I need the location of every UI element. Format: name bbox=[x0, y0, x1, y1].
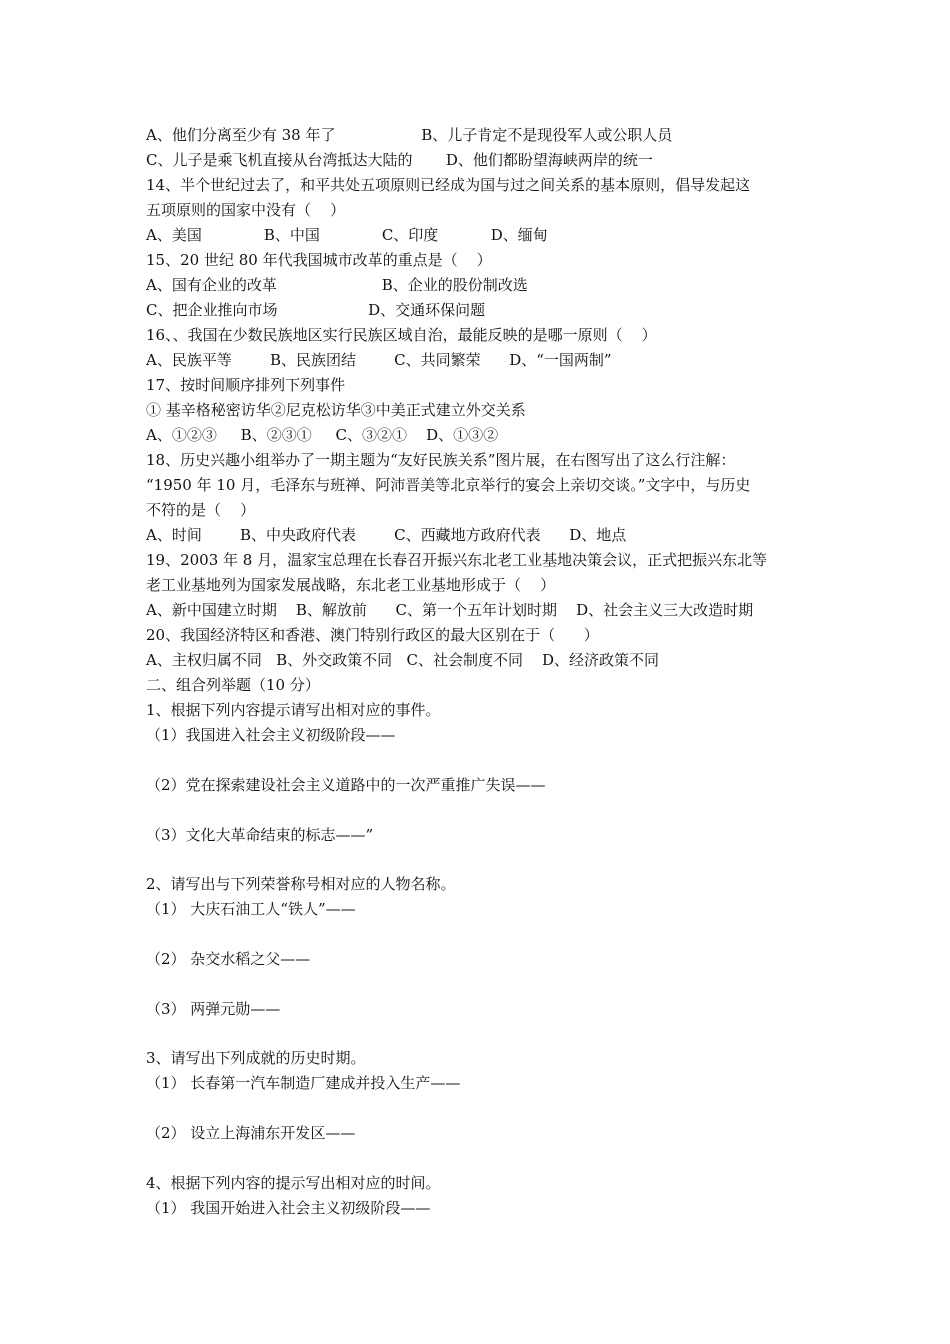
section-heading: 二、组合列举题（10 分） bbox=[146, 676, 320, 694]
group-question-4: 4、根据下列内容的提示写出相对应的时间。 bbox=[146, 1174, 441, 1192]
sub-item: （1） 我国开始进入社会主义初级阶段—— bbox=[146, 1199, 431, 1217]
sub-item: （2） 杂交水稻之父—— bbox=[146, 950, 311, 968]
answer-options-line: A、主权归属不同 B、外交政策不同 C、社会制度不同 D、经济政策不同 bbox=[146, 651, 660, 669]
answer-options-line: A、①②③ B、②③① C、③②① D、①③② bbox=[146, 426, 499, 444]
group-question-2: 2、请写出与下列荣誉称号相对应的人物名称。 bbox=[146, 875, 456, 893]
sub-item: （1） 长春第一汽车制造厂建成并投入生产—— bbox=[146, 1074, 461, 1092]
question-18: 18、历史兴趣小组举办了一期主题为“友好民族关系”图片展，在右图写出了这么行注解： bbox=[146, 451, 736, 469]
answer-options-line: A、美国 B、中国 C、印度 D、缅甸 bbox=[146, 226, 548, 244]
answer-options-line: A、国有企业的改革 B、企业的股份制改选 bbox=[146, 276, 528, 294]
sub-item: （1） 大庆石油工人“铁人”—— bbox=[146, 900, 356, 918]
answer-options-line: A、时间 B、中央政府代表 C、西藏地方政府代表 D、地点 bbox=[146, 526, 627, 544]
question-15: 15、20 世纪 80 年代我国城市改革的重点是（ ） bbox=[146, 251, 492, 269]
question-18-continued: 不符的是（ ） bbox=[146, 501, 256, 519]
question-19-continued: 老工业基地列为国家发展战略，东北老工业基地形成于（ ） bbox=[146, 576, 556, 594]
question-14-continued: 五项原则的国家中没有（ ） bbox=[146, 201, 346, 219]
question-16: 16、、我国在少数民族地区实行民族区域自治，最能反映的是哪一原则（ ） bbox=[146, 326, 657, 344]
question-20: 20、我国经济特区和香港、澳门特别行政区的最大区别在于（ ） bbox=[146, 626, 599, 644]
group-question-1: 1、根据下列内容提示请写出相对应的事件。 bbox=[146, 701, 441, 719]
answer-options-line: C、儿子是乘飞机直接从台湾抵达大陆的 D、他们都盼望海峡两岸的统一 bbox=[146, 151, 653, 169]
answer-options-line: A、他们分离至少有 38 年了 B、儿子肯定不是现役军人或公职人员 bbox=[146, 126, 673, 144]
sub-item: （3）文化大革命结束的标志——” bbox=[146, 826, 374, 844]
question-14: 14、半个世纪过去了，和平共处五项原则已经成为国与过之间关系的基本原则，倡导发起这 bbox=[146, 176, 751, 194]
question-17: 17、按时间顺序排列下列事件 bbox=[146, 376, 346, 394]
group-question-3: 3、请写出下列成就的历史时期。 bbox=[146, 1049, 366, 1067]
question-17-events: ① 基辛格秘密访华②尼克松访华③中美正式建立外交关系 bbox=[146, 401, 526, 419]
sub-item: （2） 设立上海浦东开发区—— bbox=[146, 1124, 356, 1142]
question-19: 19、2003 年 8 月，温家宝总理在长春召开振兴东北老工业基地决策会议，正式把振兴东北等 bbox=[146, 551, 768, 569]
sub-item: （1）我国进入社会主义初级阶段—— bbox=[146, 726, 396, 744]
answer-options-line: A、新中国建立时期 B、解放前 C、第一个五年计划时期 D、社会主义三大改造时期 bbox=[146, 601, 754, 619]
answer-options-line: A、民族平等 B、民族团结 C、共同繁荣 D、“一国两制” bbox=[146, 351, 612, 369]
sub-item: （2）党在探索建设社会主义道路中的一次严重推广失误—— bbox=[146, 776, 546, 794]
question-18-continued: “1950 年 10 月，毛泽东与班禅、阿沛晋美等北京举行的宴会上亲切交谈。”文字中，与历史 bbox=[146, 476, 751, 494]
answer-options-line: C、把企业推向市场 D、交通环保问题 bbox=[146, 301, 486, 319]
sub-item: （3） 两弹元勋—— bbox=[146, 1000, 281, 1018]
